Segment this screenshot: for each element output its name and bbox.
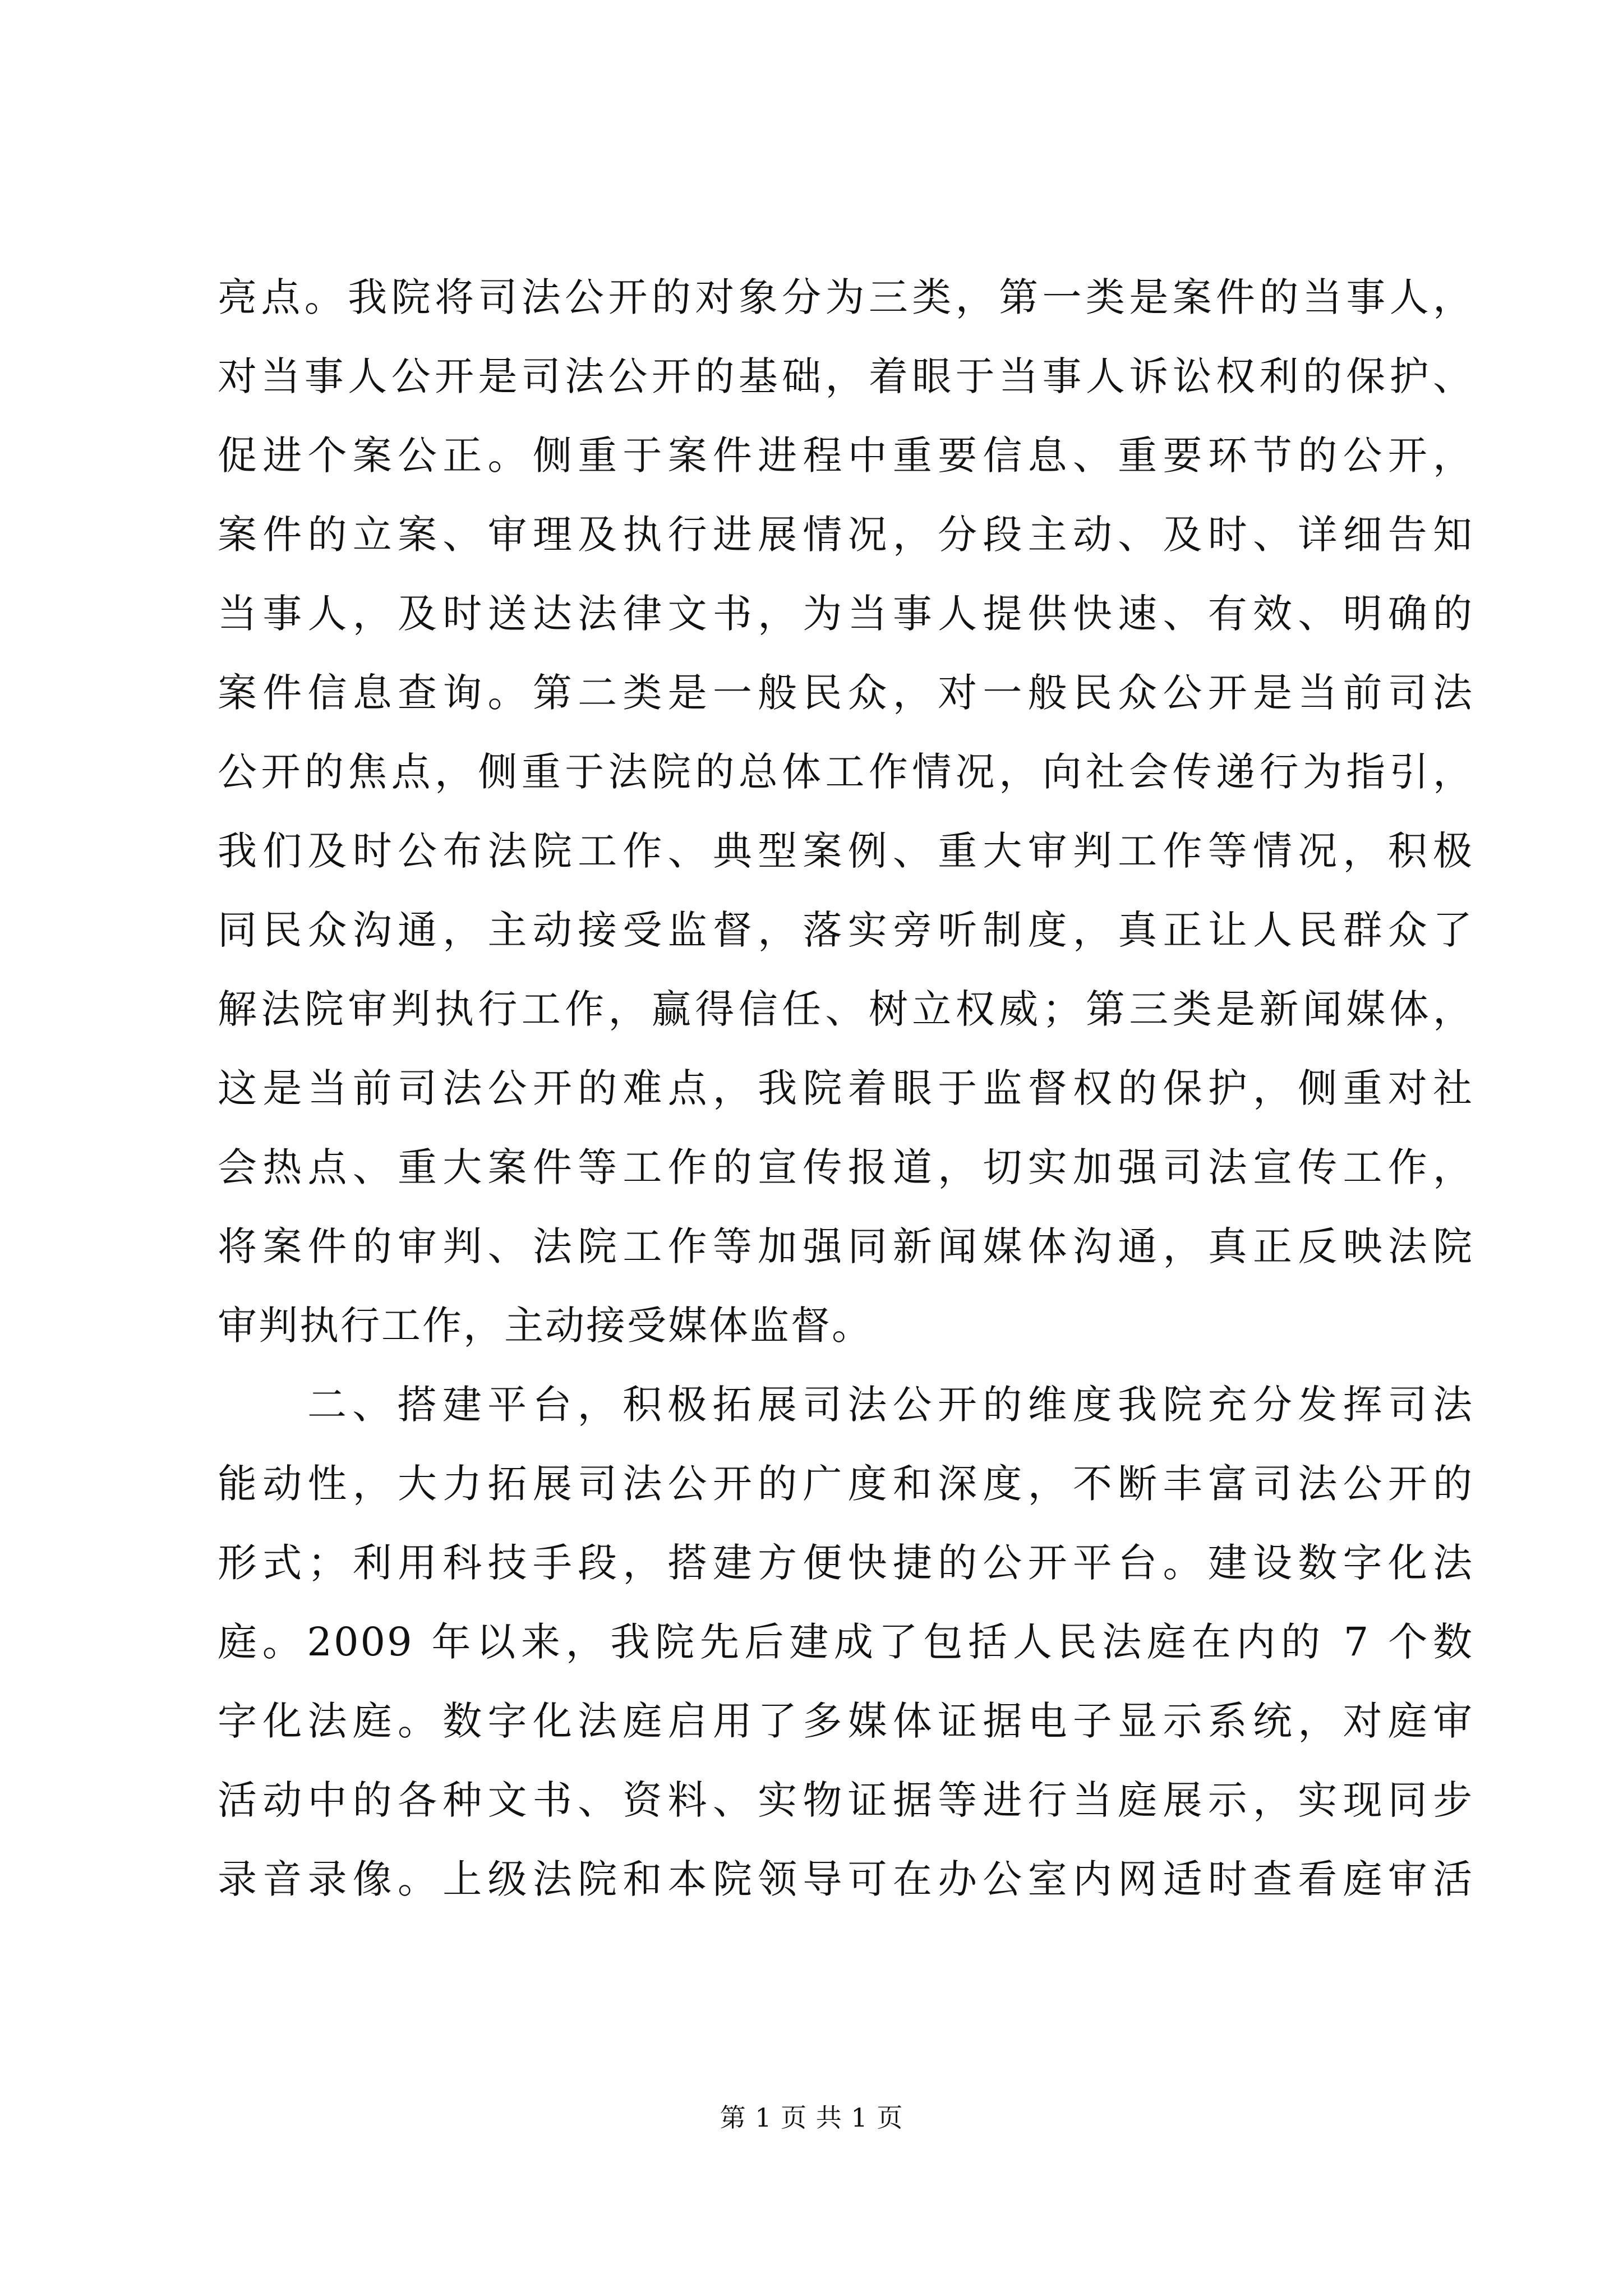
- page-footer: 第 1 页 共 1 页: [720, 2102, 903, 2133]
- text-line: 庭。2009 年以来，我院先后建成了包括人民法庭在内的 7 个数: [218, 1619, 1474, 1665]
- text-line: 活动中的各种文书、资料、实物证据等进行当庭展示，实现同步: [218, 1777, 1474, 1823]
- text-line: 同民众沟通，主动接受监督，落实旁听制度，真正让人民群众了: [218, 907, 1474, 953]
- text-line: 我们及时公布法院工作、典型案例、重大审判工作等情况，积极: [218, 828, 1474, 874]
- text-line: 这是当前司法公开的难点，我院着眼于监督权的保护，侧重对社: [218, 1065, 1474, 1111]
- text-line: 录音录像。上级法院和本院领导可在办公室内网适时查看庭审活: [218, 1856, 1474, 1902]
- text-line: 二、搭建平台，积极拓展司法公开的维度我院充分发挥司法: [307, 1382, 1474, 1428]
- text-line: 亮点。我院将司法公开的对象分为三类，第一类是案件的当事人，: [218, 274, 1474, 320]
- text-line: 促进个案公正。侧重于案件进程中重要信息、重要环节的公开，: [218, 432, 1474, 478]
- text-line: 对当事人公开是司法公开的基础，着眼于当事人诉讼权利的保护、: [218, 353, 1474, 399]
- text-line: 当事人，及时送达法律文书，为当事人提供快速、有效、明确的: [218, 591, 1474, 637]
- text-line: 能动性，大力拓展司法公开的广度和深度，不断丰富司法公开的: [218, 1461, 1474, 1507]
- text-line: 形式；利用科技手段，搭建方便快捷的公开平台。建设数字化法: [218, 1540, 1474, 1586]
- text-line: 公开的焦点，侧重于法院的总体工作情况，向社会传递行为指引，: [218, 749, 1474, 795]
- text-line: 案件信息查询。第二类是一般民众，对一般民众公开是当前司法: [218, 670, 1474, 716]
- text-line: 字化法庭。数字化法庭启用了多媒体证据电子显示系统，对庭审: [218, 1698, 1474, 1744]
- text-line: 解法院审判执行工作，赢得信任、树立权威；第三类是新闻媒体，: [218, 986, 1474, 1032]
- text-line: 将案件的审判、法院工作等加强同新闻媒体沟通，真正反映法院: [218, 1223, 1474, 1269]
- text-line: 审判执行工作，主动接受媒体监督。: [218, 1303, 873, 1349]
- text-line: 会热点、重大案件等工作的宣传报道，切实加强司法宣传工作，: [218, 1144, 1474, 1190]
- text-line: 案件的立案、审理及执行进展情况，分段主动、及时、详细告知: [218, 512, 1474, 558]
- body-text: [218, 258, 1474, 1919]
